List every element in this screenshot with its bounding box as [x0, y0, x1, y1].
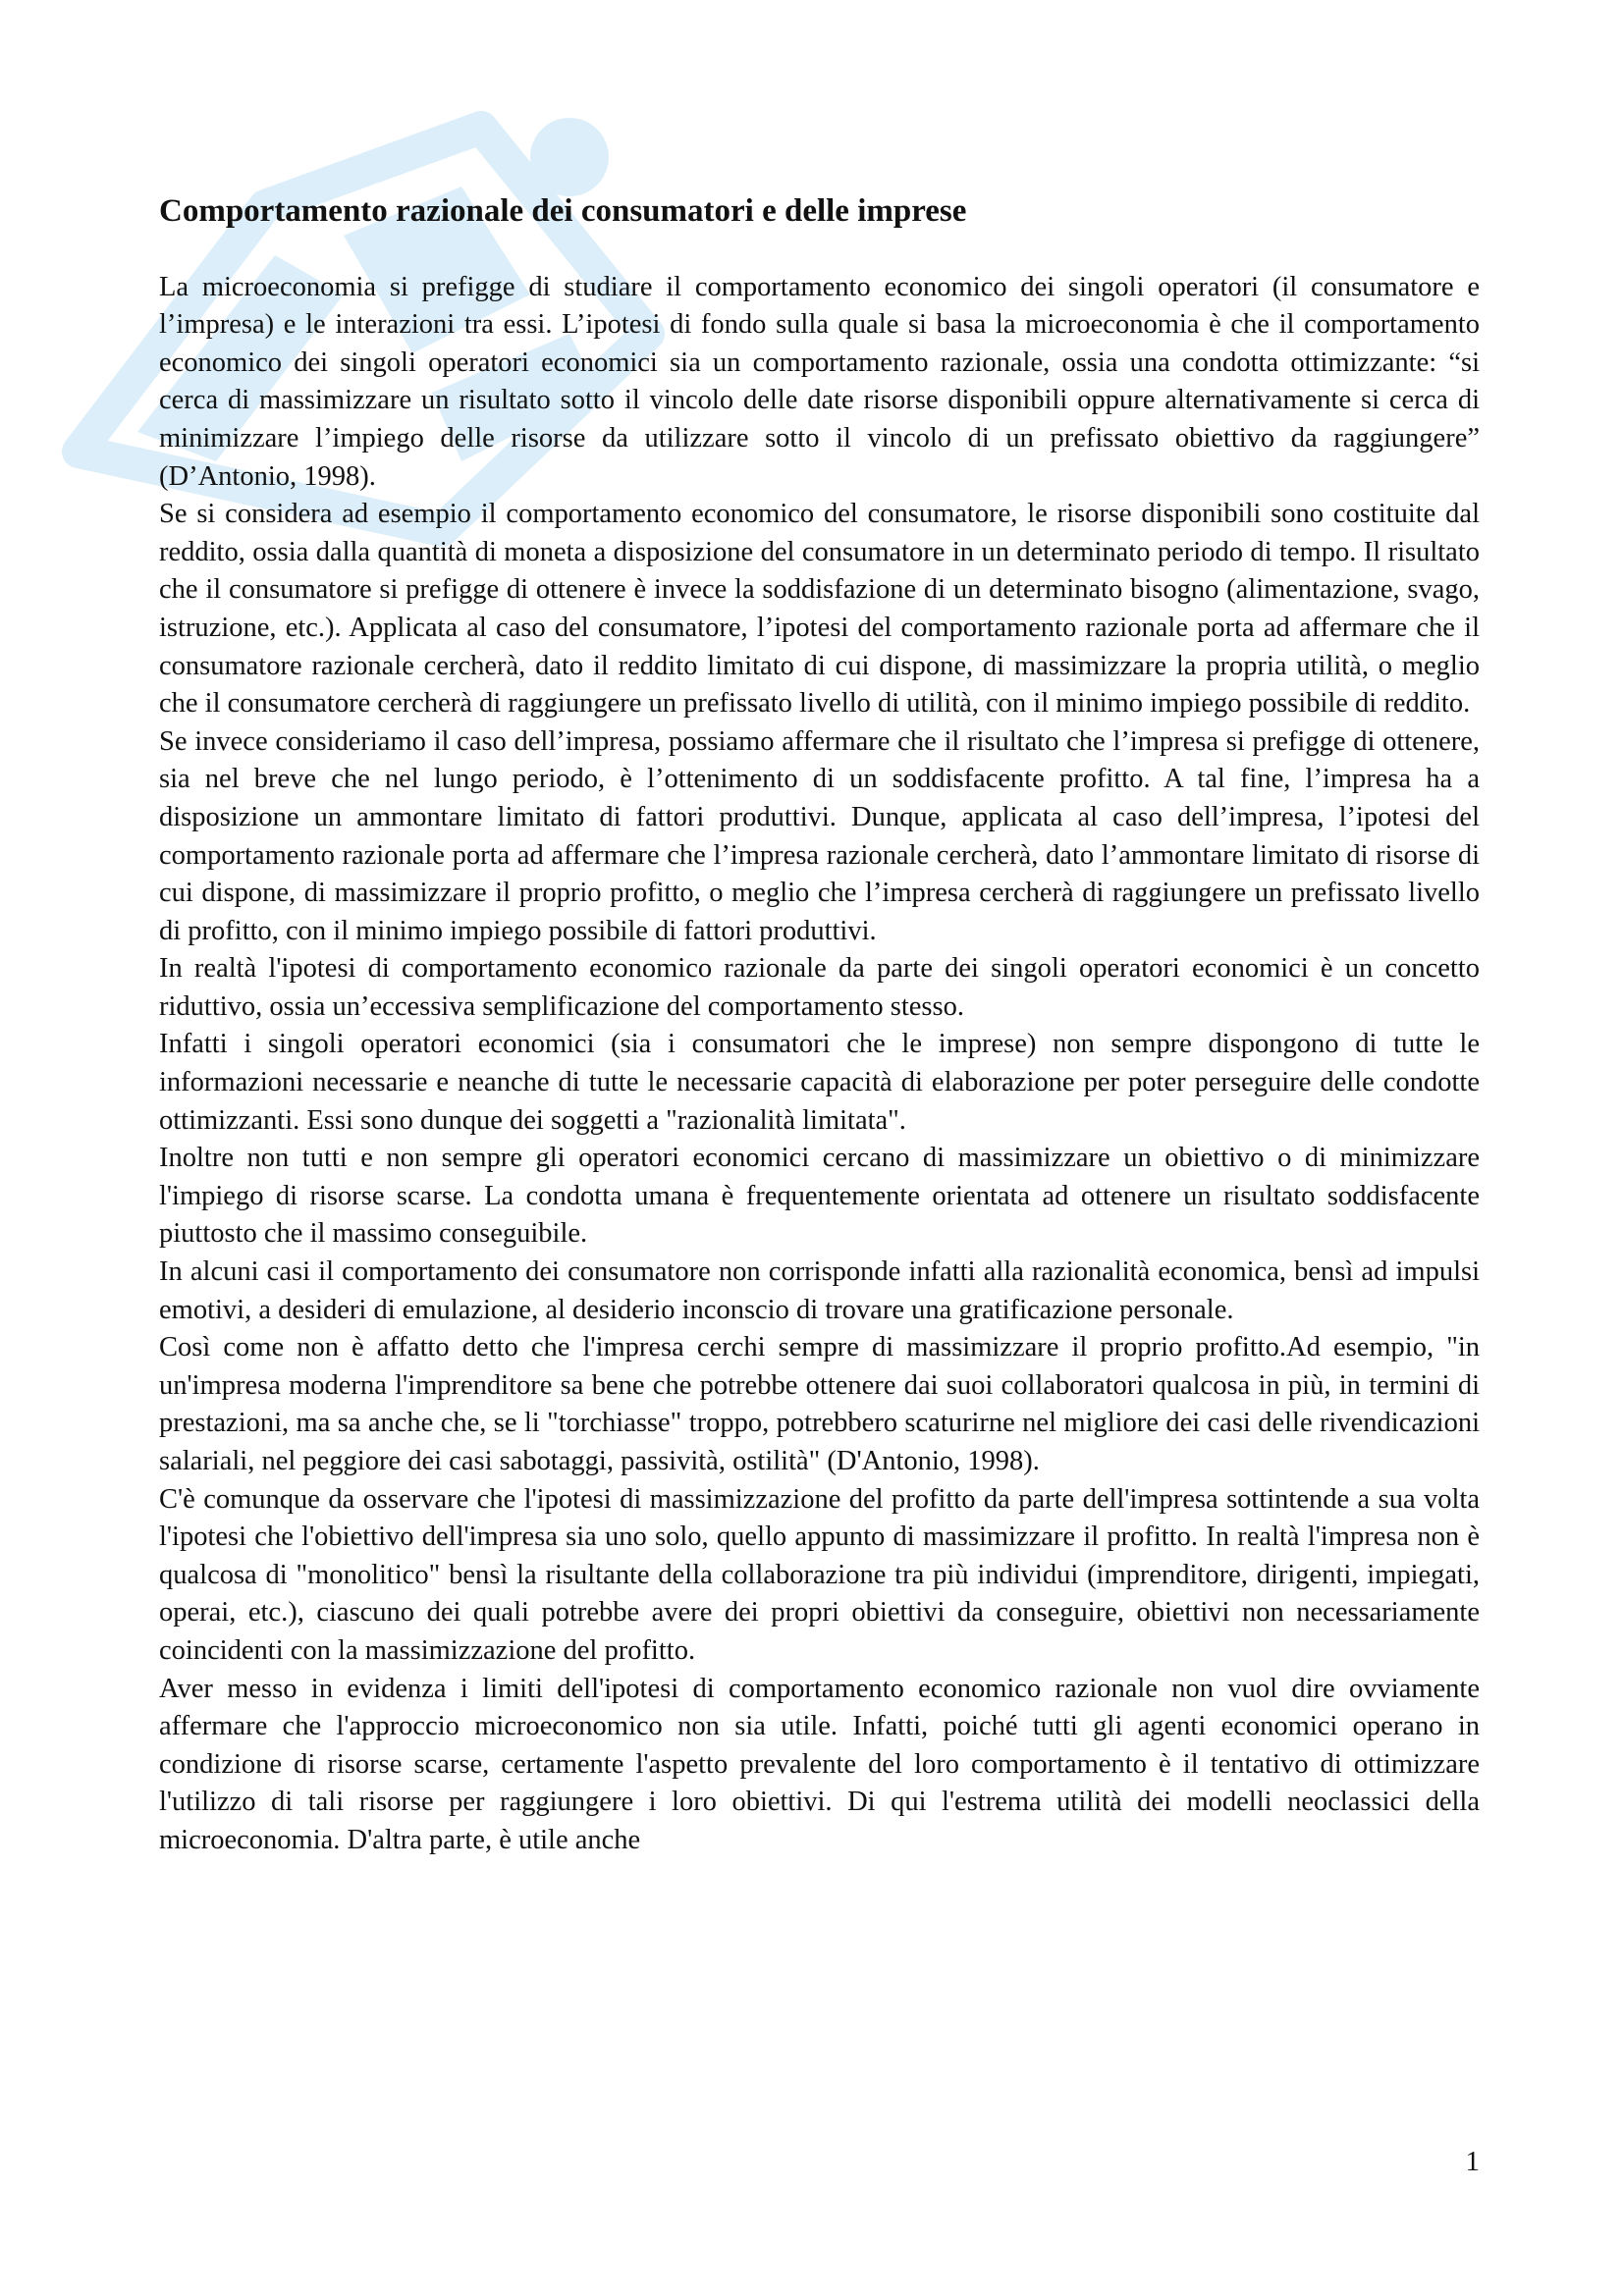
paragraph: Aver messo in evidenza i limiti dell'ipotesi di comportamento economico razionale non vuol dire ovviamente affermare che l'approccio microeconomico non sia utile. Infatti, poiché tutti gli agenti economici operano in condizione di risorse scarse, certamente l'aspetto prevalente del loro comportamento è il tentativo di ottimizzare l'utilizzo di tali risorse per raggiungere i loro obiettivi. Di qui l'estrema utilità dei modelli neoclassici della microeconomia. D'altra parte, è utile anche [159, 1673, 1480, 1855]
paragraph: Inoltre non tutti e non sempre gli operatori economici cercano di massimizzare un obiettivo o di minimizzare l'impiego di risorse scarse. La condotta umana è frequentemente orientata ad ottenere un risultato soddisfacente piuttosto che il massimo conseguibile. [159, 1143, 1480, 1250]
paragraph: La microeconomia si prefigge di studiare il comportamento economico dei singoli operatori (il consumatore e l’impresa) e le interazioni tra essi. L’ipotesi di fondo sulla quale si basa la microeconomia è che il comportamento economico dei singoli operatori economici sia un comportamento razionale, ossia una condotta ottimizzante: “si cerca di massimizzare un risultato sotto il vincolo delle date risorse disponibili oppure alternativamente si cerca di minimizzare l’impiego delle risorse da utilizzare sotto il vincolo di un prefissato obiettivo da raggiungere” (D’Antonio, 1998). [159, 271, 1480, 492]
paragraph: Se si considera ad esempio il comportamento economico del consumatore, le risorse disponibili sono costituite dal reddito, ossia dalla quantità di moneta a disposizione del consumatore in un determinato periodo di tempo. Il risultato che il consumatore si prefigge di ottenere è invece la soddisfazione di un determinato bisogno (alimentazione, svago, istruzione, etc.). Applicata al caso del consumatore, l’ipotesi del comportamento razionale porta ad affermare che il consumatore razionale cercherà, dato il reddito limitato di cui dispone, di massimizzare la propria utilità, o meglio che il consumatore cercherà di raggiungere un prefissato livello di utilità, con il minimo impiego possibile di reddito. [159, 499, 1480, 720]
paragraph: In alcuni casi il comportamento dei consumatore non corrisponde infatti alla razionalità economica, bensì ad impulsi emotivi, a desideri di emulazione, al desiderio inconscio di trovare una gratificazione personale. [159, 1256, 1480, 1325]
paragraph: Infatti i singoli operatori economici (sia i consumatori che le imprese) non sempre dispongono di tutte le informazioni necessarie e neanche di tutte le necessarie capacità di elaborazione per poter perseguire delle condotte ottimizzanti. Essi sono dunque dei soggetti a "razionalità limitata". [159, 1029, 1480, 1136]
paragraph: Così come non è affatto detto che l'impresa cerchi sempre di massimizzare il proprio profitto.Ad esempio, "in un'impresa moderna l'imprenditore sa bene che potrebbe ottenere dai suoi collaboratori qualcosa in più, in termini di prestazioni, ma sa anche che, se li "torchiasse" troppo, potrebbero scaturirne nel migliore dei casi delle rivendicazioni salariali, nel peggiore dei casi sabotaggi, passività, ostilità" (D'Antonio, 1998). [159, 1332, 1480, 1476]
document-page [159, 192, 1480, 1860]
paragraph: C'è comunque da osservare che l'ipotesi di massimizzazione del profitto da parte dell'impresa sottintende a sua volta l'ipotesi che l'obiettivo dell'impresa sia uno solo, quello appunto di massimizzare il profitto. In realtà l'impresa non è qualcosa di "monolitico" bensì la risultante della collaborazione tra più individui (imprenditore, dirigenti, impiegati, operai, etc.), ciascuno dei quali potrebbe avere dei propri obiettivi da conseguire, obiettivi non necessariamente coincidenti con la massimizzazione del profitto. [159, 1483, 1480, 1666]
document-title: Comportamento razionale dei consumatori e delle imprese [159, 193, 967, 229]
paragraph: Se invece consideriamo il caso dell’impresa, possiamo affermare che il risultato che l’impresa si prefigge di ottenere, sia nel breve che nel lungo periodo, è l’ottenimento di un soddisfacente profitto. A tal fine, l’impresa ha a disposizione un ammontare limitato di fattori produttivi. Dunque, applicata al caso dell’impresa, l’ipotesi del comportamento razionale porta ad affermare che l’impresa razionale cercherà, dato l’ammontare limitato di risorse di cui dispone, di massimizzare il proprio profitto, o meglio che l’impresa cercherà di raggiungere un prefissato livello di profitto, con il minimo impiego possibile di fattori produttivi. [159, 725, 1480, 946]
page-number: 1 [1465, 2146, 1480, 2177]
document-body [159, 269, 1480, 1860]
paragraph: In realtà l'ipotesi di comportamento economico razionale da parte dei singoli operatori economici è un concetto riduttivo, ossia un’eccessiva semplificazione del comportamento stesso. [159, 953, 1480, 1022]
